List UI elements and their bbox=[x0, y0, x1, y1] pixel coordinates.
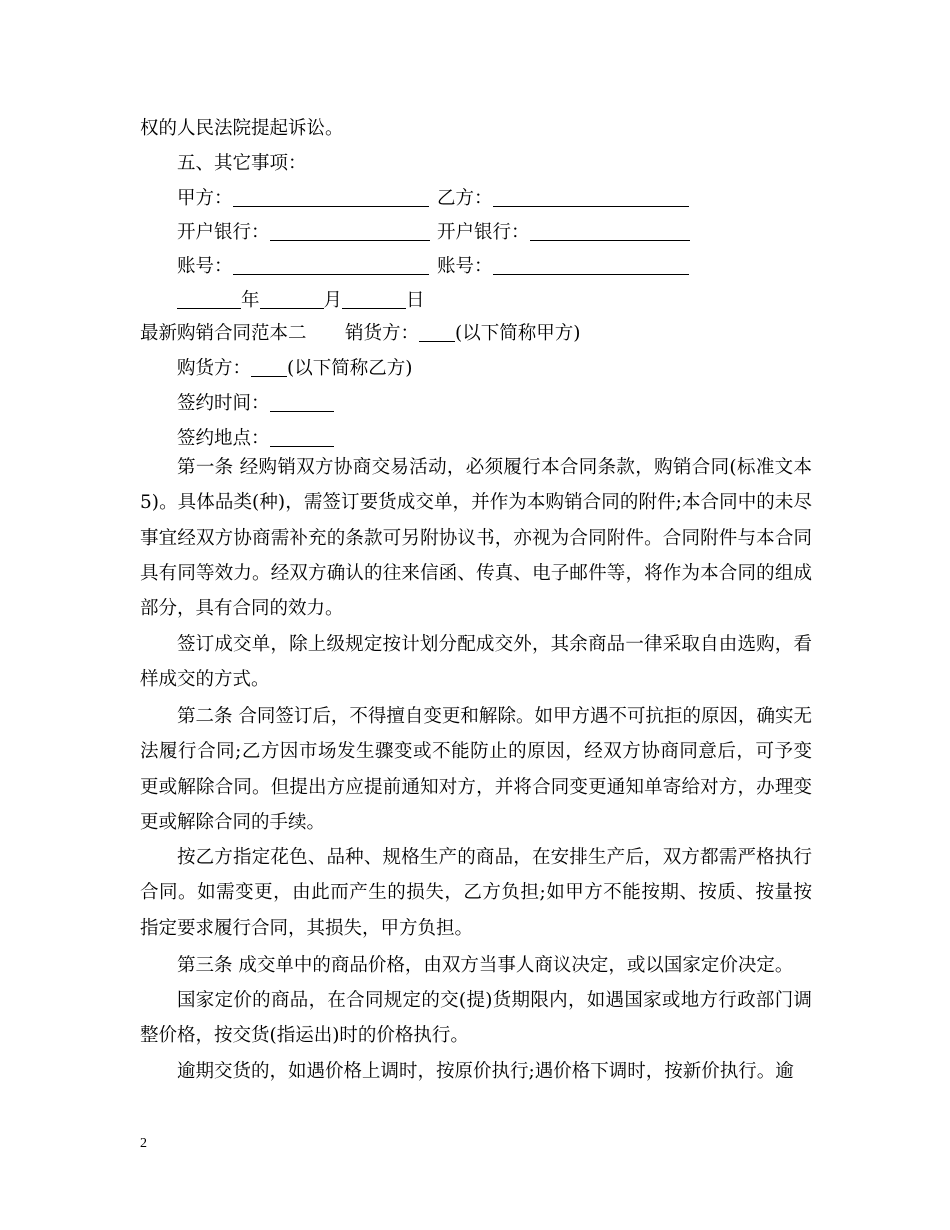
day-blank bbox=[342, 290, 406, 309]
buyer-blank bbox=[251, 358, 287, 377]
sign-time-row bbox=[177, 392, 334, 416]
article-two-paragraph: 第二条 合同签订后，不得擅自变更和解除。如甲方遇不可抗拒的原因，确实无法履行合同;乙方因市场发生骤变或不能防止的原因，经双方协商同意后，可予变更或解除合同。但提出方应提前通知对方，并将合同变更通知单寄给对方，办理变更或解除合同的手续。 bbox=[140, 706, 812, 833]
party-b-blank bbox=[493, 188, 689, 207]
section-five-heading: 五、其它事项： bbox=[177, 153, 307, 174]
account-a-label: 账号： bbox=[177, 256, 233, 277]
day-label: 日 bbox=[406, 290, 425, 311]
sign-time-label: 签约时间： bbox=[177, 393, 270, 414]
seller-blank bbox=[419, 323, 455, 342]
party-a-label: 甲方： bbox=[177, 188, 233, 209]
transaction-method-paragraph: 签订成交单，除上级规定按计划分配成交外，其余商品一律采取自由选购，看样成交的方式。 bbox=[140, 634, 812, 691]
bank-a-label: 开户银行： bbox=[177, 222, 270, 243]
account-b-row bbox=[437, 255, 689, 279]
month-label: 月 bbox=[323, 290, 343, 311]
seller-label: 销货方： bbox=[345, 323, 420, 344]
late-delivery-paragraph: 逾期交货的，如遇价格上调时，按原价执行;遇价格下调时，按新价执行。逾 bbox=[177, 1061, 794, 1082]
year-blank bbox=[177, 290, 241, 309]
year-label: 年 bbox=[241, 290, 260, 311]
page-number: 2 bbox=[140, 1136, 147, 1151]
bank-b-blank bbox=[530, 222, 690, 241]
article-three-paragraph: 第三条 成交单中的商品价格，由双方当事人商议决定，或以国家定价决定。 bbox=[177, 955, 794, 976]
party-b-label: 乙方： bbox=[437, 188, 493, 209]
account-a-blank bbox=[233, 256, 429, 275]
buyer-suffix: (以下简称乙方) bbox=[287, 358, 413, 379]
bank-b-row bbox=[437, 221, 690, 245]
state-price-paragraph: 国家定价的商品，在合同规定的交(提)货期限内，如遇国家或地方行政部门调整价格，按交货(指运出)时的价格执行。 bbox=[140, 990, 812, 1047]
month-blank bbox=[260, 290, 324, 309]
bank-b-label: 开户银行： bbox=[437, 222, 530, 243]
sign-place-label: 签约地点： bbox=[177, 428, 270, 449]
article-one-paragraph: 第一条 经购销双方协商交易活动，必须履行本合同条款，购销合同(标准文本5)。具体品类(种)，需签订要货成交单，并作为本购销合同的附件;本合同中的未尽事宜经双方协商需补充的条款可另附协议书，亦视为合同附件。合同附件与本合同具有同等效力。经双方确认的往来信函、传真、电子邮件等，将作为本合同的组成部分，具有合同的效力。 bbox=[140, 457, 812, 620]
contract-title: 最新购销合同范本二 bbox=[140, 323, 307, 344]
party-a-row bbox=[177, 187, 429, 211]
bank-a-blank bbox=[270, 222, 430, 241]
party-a-blank bbox=[233, 188, 429, 207]
bank-a-row bbox=[177, 221, 430, 245]
sign-place-row bbox=[177, 427, 334, 451]
text-line-lawsuit: 权的人民法院提起诉讼。 bbox=[140, 118, 344, 139]
account-b-blank bbox=[493, 256, 689, 275]
buyer-row bbox=[177, 357, 412, 381]
account-b-label: 账号： bbox=[437, 256, 493, 277]
sign-time-blank bbox=[270, 393, 334, 412]
date-row bbox=[177, 289, 425, 313]
buyer-label: 购货方： bbox=[177, 358, 252, 379]
seller-suffix: (以下简称甲方) bbox=[455, 323, 581, 344]
account-a-row bbox=[177, 255, 429, 279]
sign-place-blank bbox=[270, 428, 334, 447]
seller-row bbox=[345, 322, 580, 346]
party-b-row bbox=[437, 187, 689, 211]
specified-goods-paragraph: 按乙方指定花色、品种、规格生产的商品，在安排生产后，双方都需严格执行合同。如需变更，由此而产生的损失，乙方负担;如甲方不能按期、按质、按量按指定要求履行合同，其损失，甲方负担。 bbox=[140, 847, 812, 939]
